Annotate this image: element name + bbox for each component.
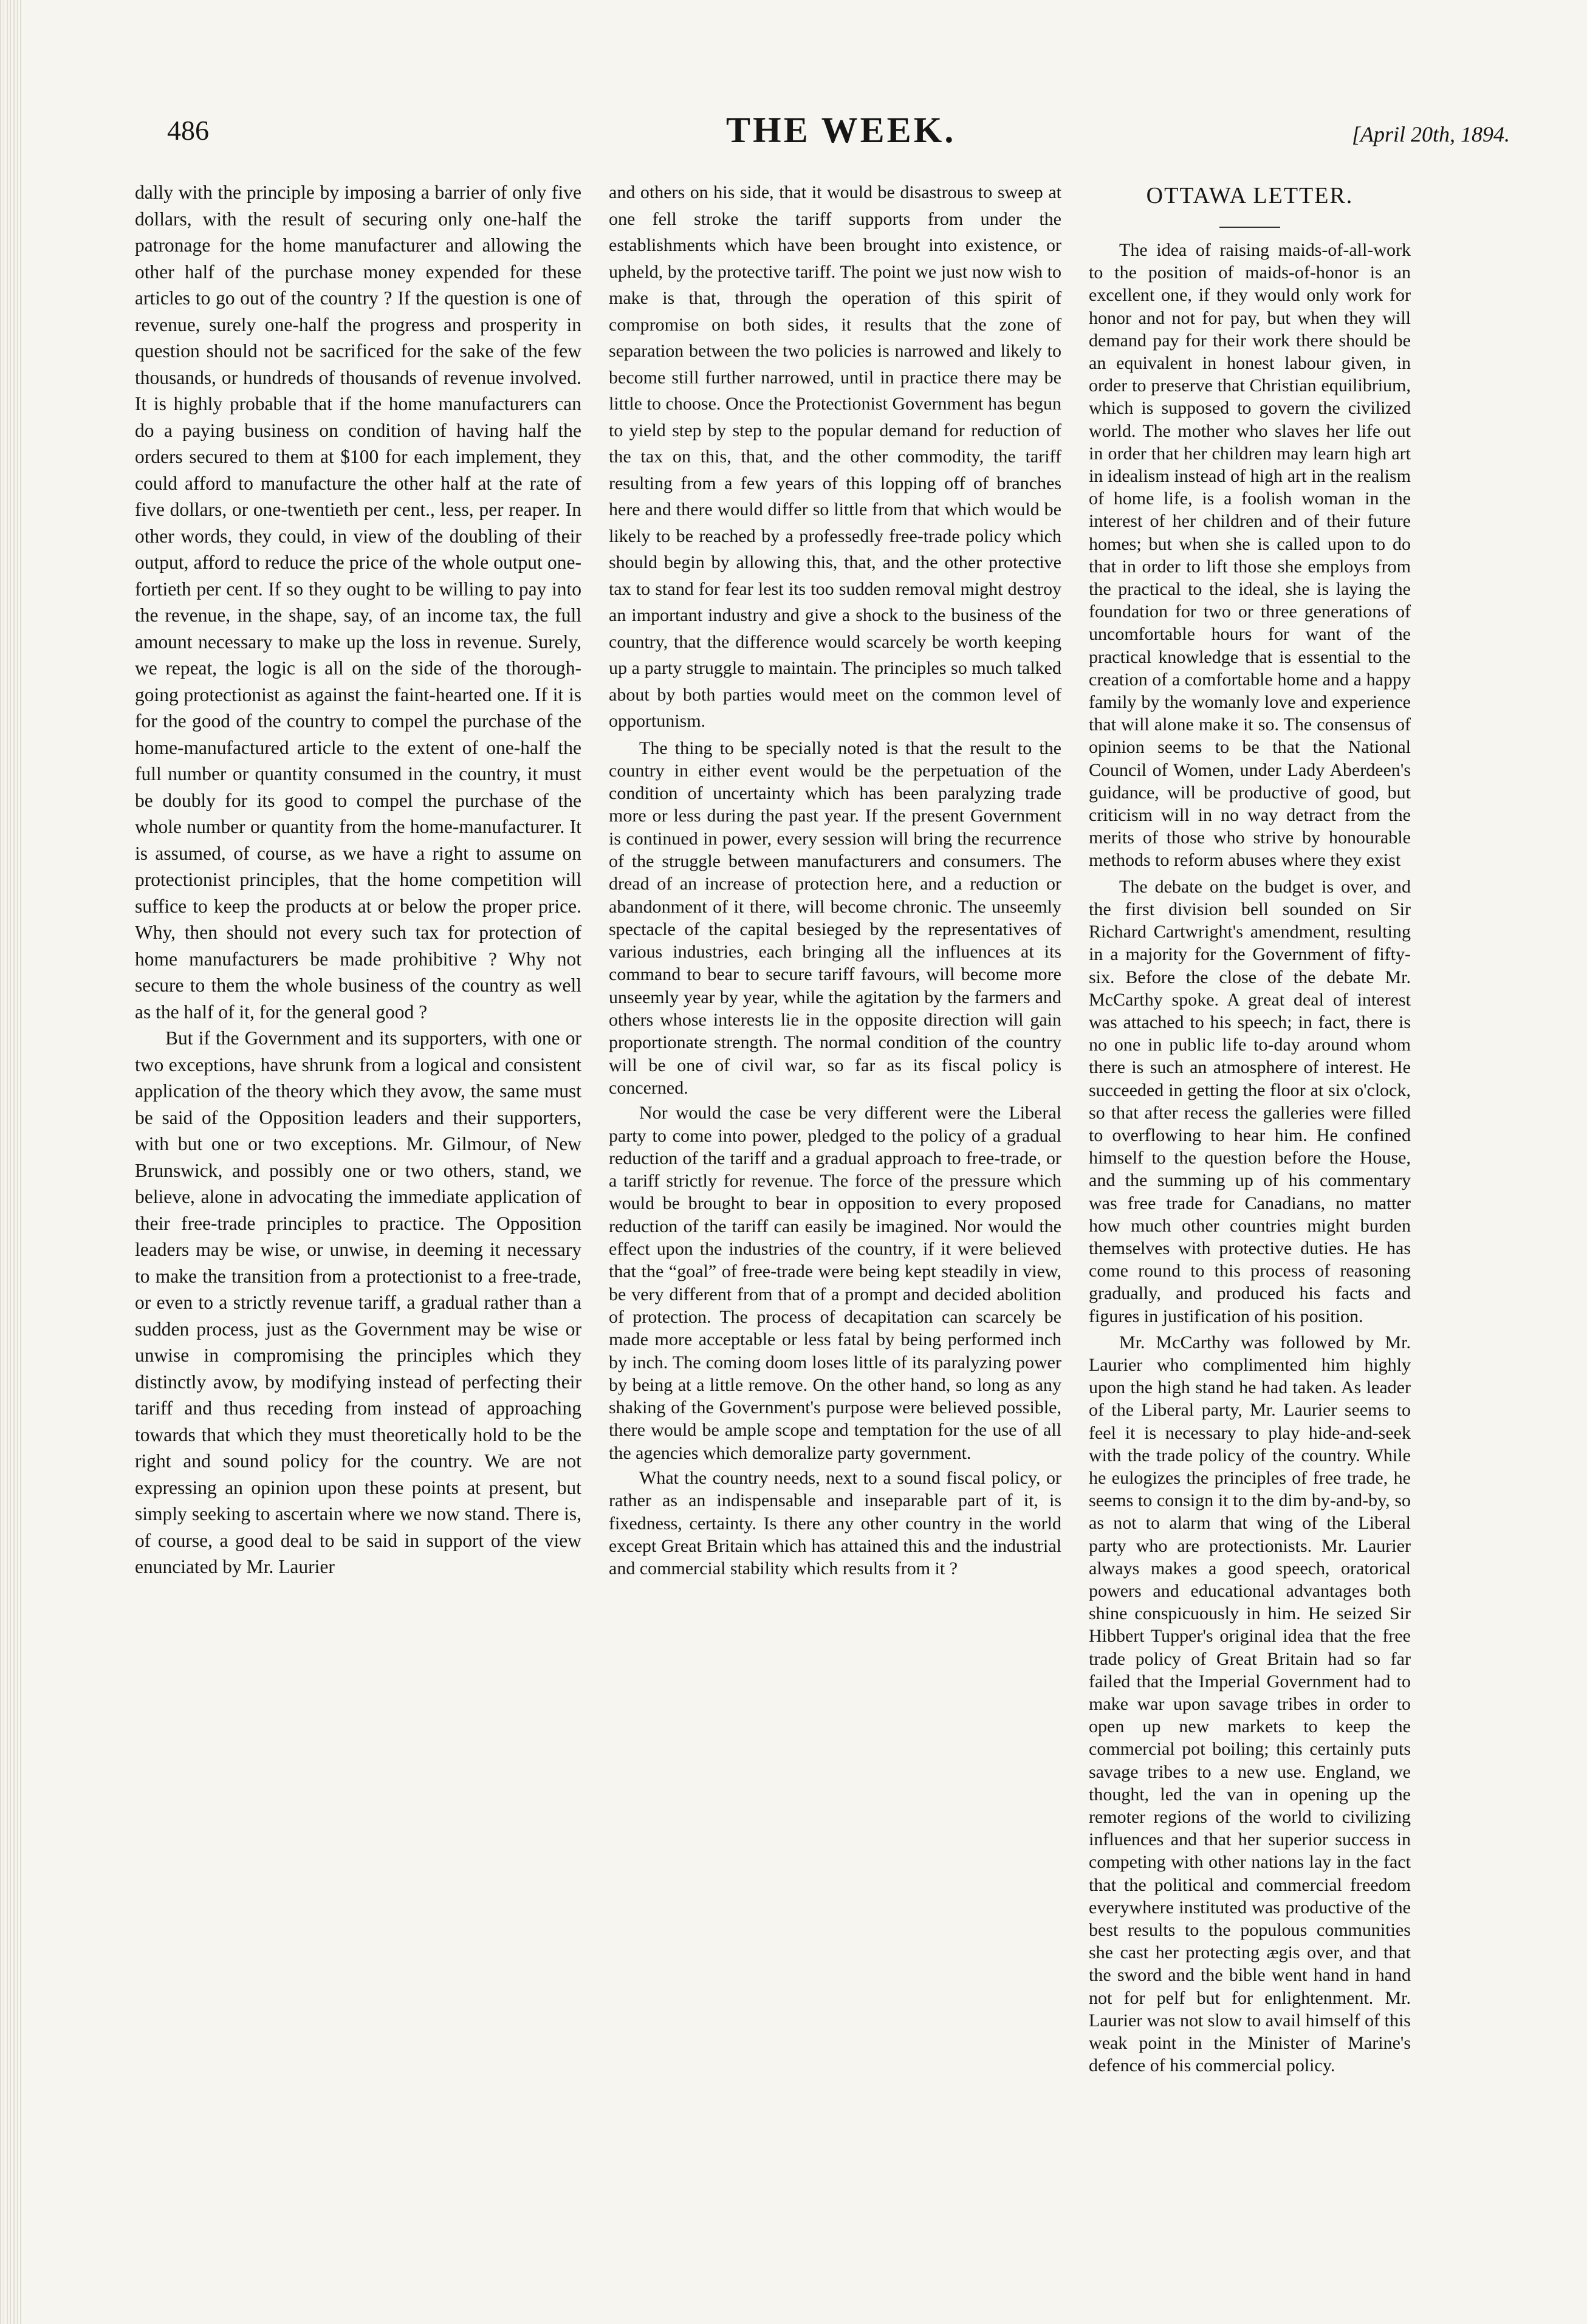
paragraph: Nor would the case be very different were the Liberal party to come into power, pledged to the policy of a gradual reduction of the tariff and a gradual approach to free-trade, or a tariff strictly for revenue. The force of the pressure which would be brought to bear in opposition to every proposed reduction of the tariff can easily be imagined. Nor would the effect upon the industries of the country, if it were believed that the “goal” of free-trade were being kept steadily in view, be very different from that of a prompt and decided abolition of protection. The process of decapitation can scarcely be made more acceptable or less fatal by being performed inch by inch. The coming doom loses little of its paralyzing power by being at a little remove. On the other hand, so long as any shaking of the Government's purpose were believed possible, there would be ample scope and temptation for the use of all the agencies which demoralize party government. (609, 1103, 1061, 1463)
paragraph: But if the Government and its supporters, with one or two exceptions, have shrunk from a logical and consistent application of the theory which they avow, the same must be said of the Opposition leaders and their supporters, with but one or two exceptions. Mr. Gilmour, of New Brunswick, and possibly one or two others, stand, we believe, alone in advocating the immediate application of their free-trade principles to practice. The Opposition leaders may be wise, or unwise, in deeming it necessary to make the transition from a protectionist to a free-trade, or even to a strictly revenue tariff, a gradual rather than a sudden process, just as the Government may be wise or unwise in compromising the principles which they distinctly avow, by modifying instead of perfecting their tariff and thus receding from instead of approaching towards that which they must theoretically hold to be the right and sound policy for the country. We are not expressing an opinion upon these points at present, but simply seeking to ascertain where we now stand. There is, of course, a good deal to be said in support of the view enunciated by Mr. Laurier (135, 1027, 581, 1577)
masthead-title: THE WEEK. (726, 110, 956, 150)
page-binding-edge (0, 0, 22, 2324)
article-title: OTTAWA LETTER. (1146, 183, 1354, 208)
paragraph: The idea of raising maids-of-all-work to the position of maids-of-honor is an excellent one, if they would only work for honor and not for pay, but when they will demand pay for their work there should be an equivalent in honest labour given, in order to preserve that Christian equilibrium, which is supposed to govern the civilized world. The mother who slaves her life out in order that her children may learn high art in idealism instead of high art in the realism of home life, is a foolish woman in the interest of her children and of their future homes; but when she is called upon to do that in order to lift those she employs from the practical to the ideal, she is laying the foundation for two or three generations of uncomfortable hours for want of the practical knowledge that is essential to the creation of a comfortable home and a happy family by the womanly love and experience that will alone make it so. The consensus of opinion seems to be that the National Council of Women, under Lady Aberdeen's guidance, will be productive of good, but criticism will in no way detract from the merits of those who strive by honourable methods to reform abuses where they exist (1089, 240, 1411, 871)
title-divider (1219, 227, 1280, 228)
column-right (1089, 179, 1411, 2077)
issue-date: [April 20th, 1894. (1352, 122, 1510, 146)
column-middle (609, 179, 1061, 1580)
paragraph: dally with the principle by imposing a barrier of only five dollars, with the result of securing only one-half the patronage for the home manufacturer and allowing the other half of the purchase money expended for these articles to go out of the country ? If the question is one of revenue, surely one-half the progress and prosperity in question should not be sacrificed for the sake of the few thousands, or hundreds of thousands of revenue involved. It is highly probable that if the home manufacturers can do a paying business on condition of having half the orders secured to them at $100 for each implement, they could afford to manufacture the other half at the rate of five dollars, or one-twentieth per cent., less, per reaper. In other words, they could, in view of the doubling of their output, afford to reduce the price of the whole output one-fortieth per cent. If so they ought to be willing to pay into the revenue, in the shape, say, of an income tax, the full amount necessary to make up the loss in revenue. Surely, we repeat, the logic is all on the side of the thorough-going protectionist as against the faint-hearted one. If it is for the good of the country to compel the purchase of the home-manufactured article to the extent of one-half the full number or quantity consumed in the country, it must be doubly for its good to compel the purchase of the whole number or quantity from the home-manufacturer. It is assumed, of course, as we have a right to assume on protectionist principles, that the home competition will suffice to keep the products at or below the proper price. Why, then should not every such tax for protection of home manufacturers be made prohibitive ? Why not secure to them the whole business of the country as well as the half of it, for the general good ? (135, 182, 581, 1023)
paragraph: The thing to be specially noted is that the result to the country in either event would be the perpetuation of the condition of uncertainty which has been paralyzing trade more or less during the past year. If the present Government is continued in power, every session will bring the recurrence of the struggle between manufacturers and consumers. The dread of an increase of protection here, and a reduction or abandonment of it there, will become chronic. The unseemly spectacle of the capital besieged by the representatives of various industries, each bringing all the influences at its command to bear to secure tariff favours, will become more unseemly year by year, while the agitation by the farmers and others whose interests lie in the opposite direction will gain proportionate strength. The normal condition of the country will be one of civil war, so far as its fiscal policy is concerned. (609, 738, 1061, 1098)
paragraph: The debate on the budget is over, and the first division bell sounded on Sir Richard Cartwright's amendment, resulting in a majority for the Government of fifty-six. Before the close of the debate Mr. McCarthy spoke. A great deal of interest was attached to his speech; in fact, there is no one in public life to-day around whom there is such an atmosphere of interest. He succeeded in getting the floor at six o'clock, so that after recess the galleries were filled to overflowing to hear him. He confined himself to the question before the House, and the summing up of his commentary was free trade for Canadians, no matter how much other countries might burden themselves with protective duties. He has come round to this process of reasoning gradually, and produced his facts and figures in justification of his position. (1089, 876, 1411, 1326)
paragraph: What the country needs, next to a sound fiscal policy, or rather as an indispensable and inseparable part of it, is fixedness, certainty. Is there any other country in the world except Great Britain which has attained this and the industrial and commercial stability which results from it ? (609, 1468, 1061, 1579)
column-left (135, 179, 581, 1580)
page-number: 486 (167, 115, 209, 146)
paragraph: and others on his side, that it would be disastrous to sweep at one fell stroke the tariff supports from under the establishments which have been brought into existence, or upheld, by the protective tariff. The point we just now wish to make is that, through the operation of this spirit of compromise on both sides, it results that the zone of separation between the two policies is narrowed and likely to become still further narrowed, until in practice there may be little to choose. Once the Protectionist Government has begun to yield step by step to the popular demand for reduction of the tax on this, that, and the other commodity, the tariff resulting from a few years of this lopping off of branches here and there would differ so little from that which would be likely to be reached by a professedly free-trade policy which should begin by allowing this, that, and the other protective tax to stand for fear lest its too sudden removal might destroy an important industry and give a shock to the business of the country, that the difference would scarcely be worth keeping up a party struggle to maintain. The principles so much talked about by both parties would meet on the common level of opportunism. (609, 182, 1061, 731)
paragraph: Mr. McCarthy was followed by Mr. Laurier who complimented him highly upon the high stand he had taken. As leader of the Liberal party, Mr. Laurier seems to feel it is necessary to play hide-and-seek with the trade policy of the country. While he eulogizes the principles of free trade, he seems to consign it to the dim by-and-by, so as not to alarm that wing of the Liberal party who are protectionists. Mr. Laurier always makes a good speech, oratorical powers and educational advantages both shine conspicuously in him. He seized Sir Hibbert Tupper's original idea that the free trade policy of Great Britain had so far failed that the Imperial Government had to make war upon savage tribes in order to open up new markets to keep the commercial pot boiling; this certainly puts savage tribes to a new use. England, we thought, led the van in opening up the remoter regions of the world to civilizing influences and that her superior success in competing with other nations lay in the fact that the political and commercial freedom everywhere instituted was productive of the best results to the populous communities she cast her protecting ægis over, and that the sword and the bible went hand in hand not for pelf but for enlightenment. Mr. Laurier was not slow to avail himself of this weak point in the Minister of Marine's defence of his commercial policy. (1089, 1332, 1411, 2076)
